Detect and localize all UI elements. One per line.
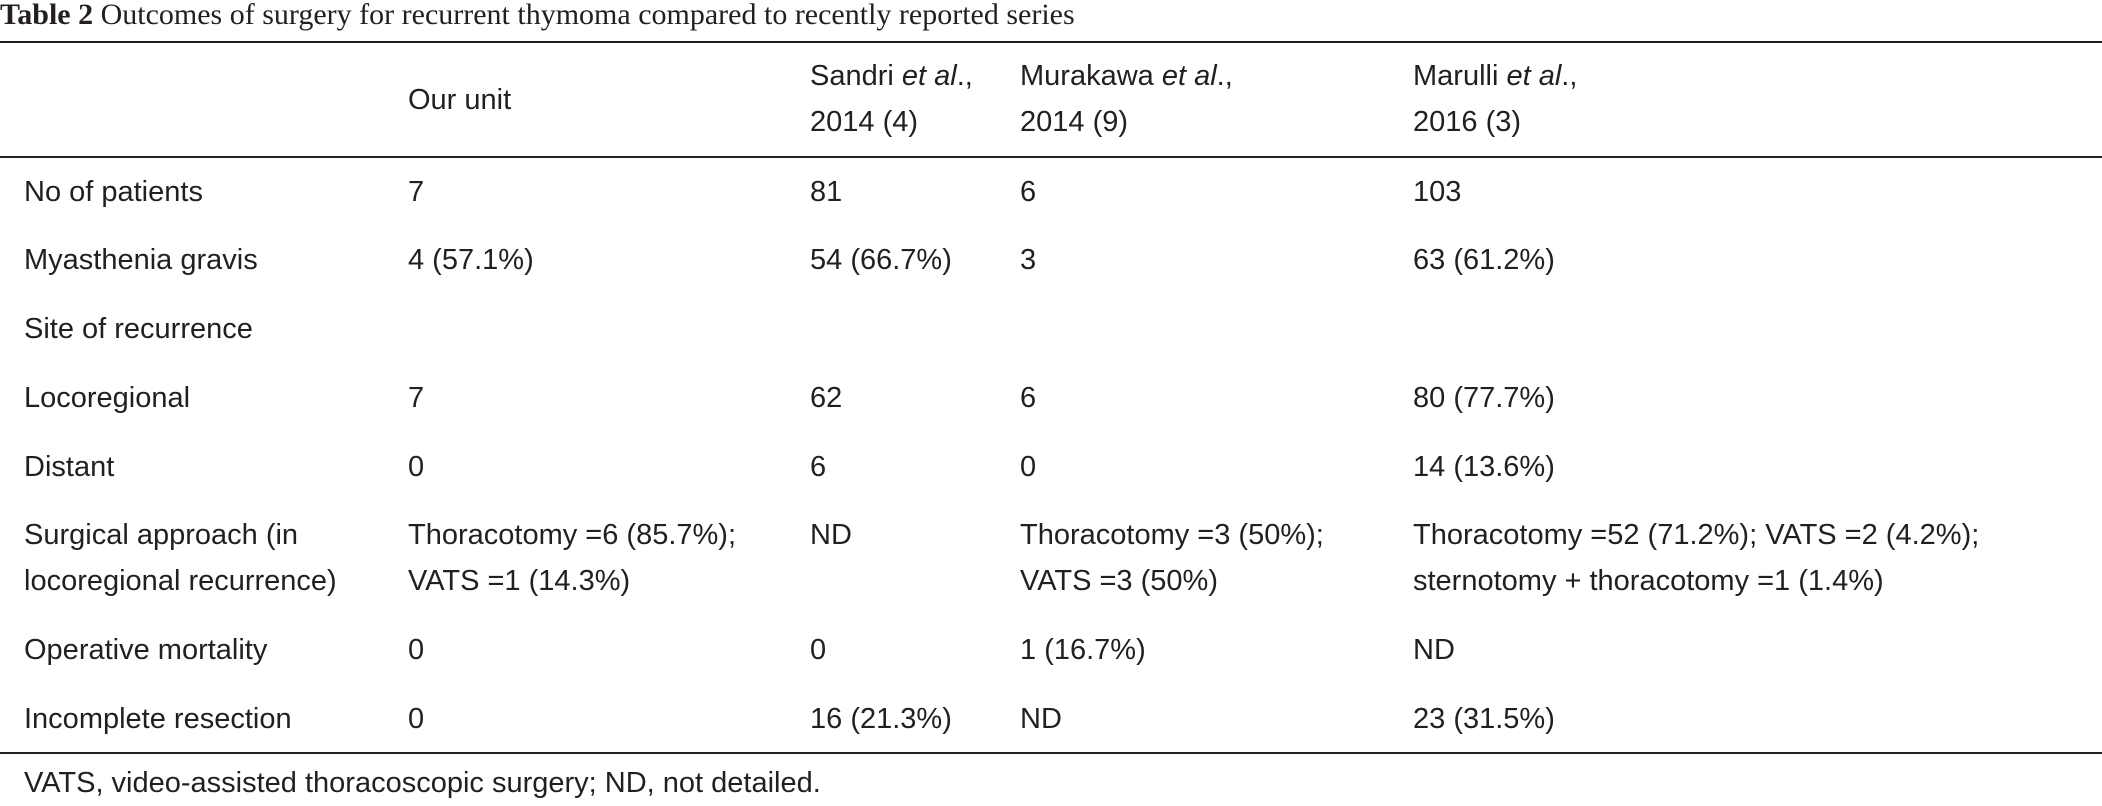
table-cell: ND (1020, 703, 1062, 735)
table-cell: 7 (408, 382, 425, 414)
header-murakawa-line1: Murakawa et al., (1020, 60, 1233, 92)
table-cell: ND (1413, 634, 1455, 666)
table-cell: 81 (810, 176, 843, 208)
table-cell: VATS =1 (14.3%) (408, 565, 631, 597)
table-cell: 0 (810, 634, 827, 666)
table-cell: Thoracotomy =3 (50%); (1020, 519, 1324, 551)
header-our-unit: Our unit (408, 84, 512, 116)
row-label: Site of recurrence (24, 313, 253, 345)
row-label: Distant (24, 451, 115, 483)
header-sandri-line1: Sandri et al., (810, 60, 973, 92)
table-cell: 62 (810, 382, 843, 414)
header-rule (0, 156, 2102, 158)
table-cell: Thoracotomy =6 (85.7%); (408, 519, 737, 551)
table-cell: 14 (13.6%) (1413, 451, 1555, 483)
table-cell: 103 (1413, 176, 1462, 208)
table-cell: 0 (408, 703, 425, 735)
table-cell: 80 (77.7%) (1413, 382, 1555, 414)
header-marulli-line1: Marulli et al., (1413, 60, 1578, 92)
table-cell: 4 (57.1%) (408, 244, 534, 276)
header-murakawa-line2: 2014 (9) (1020, 106, 1129, 138)
row-label: Incomplete resection (24, 703, 292, 735)
table-cell: 16 (21.3%) (810, 703, 952, 735)
table-footnote: VATS, video-assisted thoracoscopic surgery; ND, not detailed. (24, 767, 821, 799)
row-label: Operative mortality (24, 634, 268, 666)
table-title: Outcomes of surgery for recurrent thymoma compared to recently reported series (100, 0, 1075, 31)
table-cell: 63 (61.2%) (1413, 244, 1555, 276)
row-label-line2: locoregional recurrence) (24, 565, 337, 597)
table-cell: 6 (1020, 176, 1037, 208)
table-cell: 7 (408, 176, 425, 208)
header-sandri-line2: 2014 (4) (810, 106, 919, 138)
bottom-rule (0, 752, 2102, 754)
row-label: Myasthenia gravis (24, 244, 258, 276)
row-label: No of patients (24, 176, 203, 208)
table-caption (0, 0, 1075, 42)
top-rule (0, 41, 2102, 43)
table-cell: 6 (810, 451, 827, 483)
table-cell: 0 (408, 451, 425, 483)
header-marulli-line2: 2016 (3) (1413, 106, 1522, 138)
table-cell: 3 (1020, 244, 1037, 276)
table-cell: 6 (1020, 382, 1037, 414)
table-cell: Thoracotomy =52 (71.2%); VATS =2 (4.2%); (1413, 519, 1980, 551)
table-cell: 0 (1020, 451, 1037, 483)
table-cell: VATS =3 (50%) (1020, 565, 1218, 597)
row-label: Surgical approach (in (24, 519, 299, 551)
row-label: Locoregional (24, 382, 191, 414)
table-cell: 23 (31.5%) (1413, 703, 1555, 735)
table-cell: sternotomy + thoracotomy =1 (1.4%) (1413, 565, 1884, 597)
table-label: Table 2 (0, 0, 94, 31)
table-cell: 54 (66.7%) (810, 244, 952, 276)
table-cell: ND (810, 519, 852, 551)
table-cell: 1 (16.7%) (1020, 634, 1146, 666)
table-cell: 0 (408, 634, 425, 666)
